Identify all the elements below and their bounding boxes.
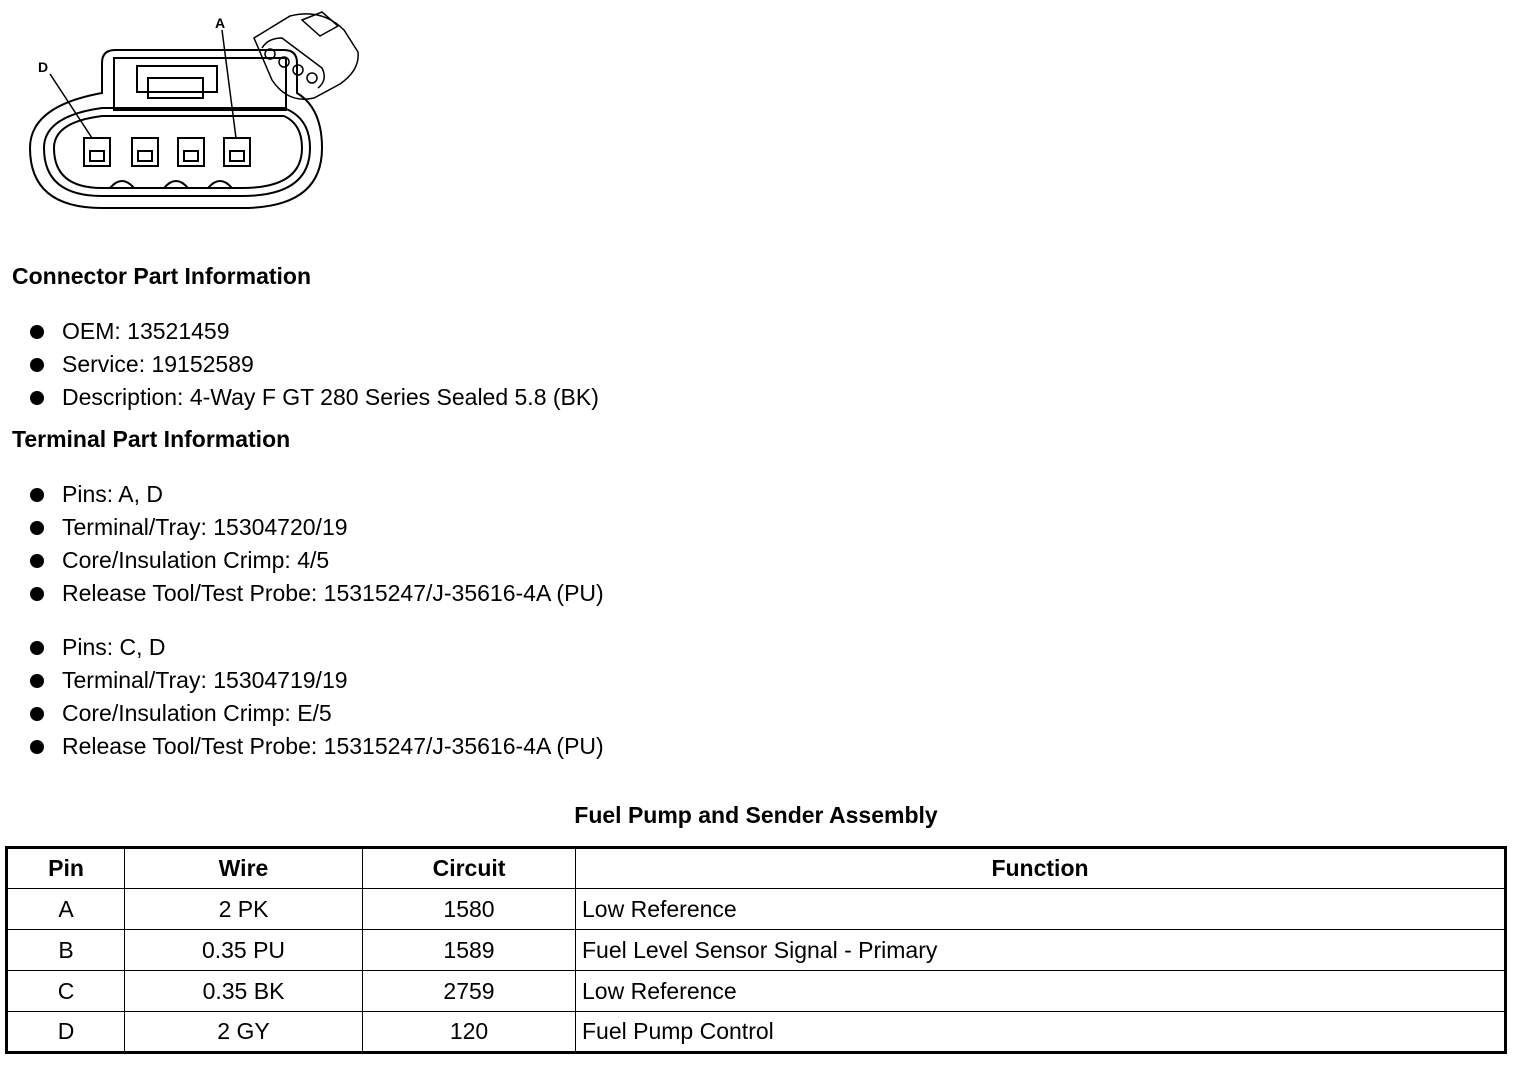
cell-pin: A: [7, 889, 125, 930]
pin-label-a: A: [215, 15, 226, 31]
table-row: [7, 889, 1506, 930]
cell-circuit: 1580: [363, 889, 576, 930]
cell-wire: 0.35 BK: [125, 971, 363, 1012]
cell-circuit: 2759: [363, 971, 576, 1012]
terminal-part-list-1: [30, 478, 604, 610]
cell-function: Fuel Pump Control: [576, 1012, 1506, 1053]
pin-cavities: [84, 138, 250, 166]
list-item: Description: 4-Way F GT 280 Series Sealed 5.8 (BK): [30, 381, 599, 414]
cell-pin: D: [7, 1012, 125, 1053]
connector-3d-view: [254, 12, 358, 99]
cell-pin: C: [7, 971, 125, 1012]
list-item: Release Tool/Test Probe: 15315247/J-35616-4A (PU): [30, 577, 604, 610]
column-header-pin: Pin: [7, 848, 125, 889]
list-item: Terminal/Tray: 15304720/19: [30, 511, 604, 544]
table-title: Fuel Pump and Sender Assembly: [574, 802, 938, 828]
table-header-row: [7, 848, 1506, 889]
list-item: Release Tool/Test Probe: 15315247/J-35616-4A (PU): [30, 730, 604, 763]
cell-circuit: 120: [363, 1012, 576, 1053]
cell-wire: 0.35 PU: [125, 930, 363, 971]
cell-pin: B: [7, 930, 125, 971]
column-header-function: Function: [576, 848, 1506, 889]
connector-part-heading: Connector Part Information: [12, 263, 312, 289]
cell-wire: 2 GY: [125, 1012, 363, 1053]
table-row: [7, 971, 1506, 1012]
cell-function: Fuel Level Sensor Signal - Primary: [576, 930, 1506, 971]
connector-housing: [30, 50, 322, 208]
list-item: OEM: 13521459: [30, 315, 599, 348]
table-row: [7, 930, 1506, 971]
terminal-part-heading: Terminal Part Information: [12, 426, 291, 452]
list-item: Terminal/Tray: 15304719/19: [30, 664, 604, 697]
terminal-part-list-2: [30, 631, 604, 763]
cell-circuit: 1589: [363, 930, 576, 971]
pin-label-d: D: [38, 59, 49, 75]
column-header-circuit: Circuit: [363, 848, 576, 889]
cell-wire: 2 PK: [125, 889, 363, 930]
pinout-table: [5, 846, 1507, 1054]
cell-function: Low Reference: [576, 971, 1506, 1012]
table-row: [7, 1012, 1506, 1053]
list-item: Pins: C, D: [30, 631, 604, 664]
column-header-wire: Wire: [125, 848, 363, 889]
list-item: Core/Insulation Crimp: E/5: [30, 697, 604, 730]
list-item: Pins: A, D: [30, 478, 604, 511]
connector-diagram: [22, 8, 372, 218]
list-item: Core/Insulation Crimp: 4/5: [30, 544, 604, 577]
cell-function: Low Reference: [576, 889, 1506, 930]
connector-part-list: [30, 315, 599, 414]
list-item: Service: 19152589: [30, 348, 599, 381]
